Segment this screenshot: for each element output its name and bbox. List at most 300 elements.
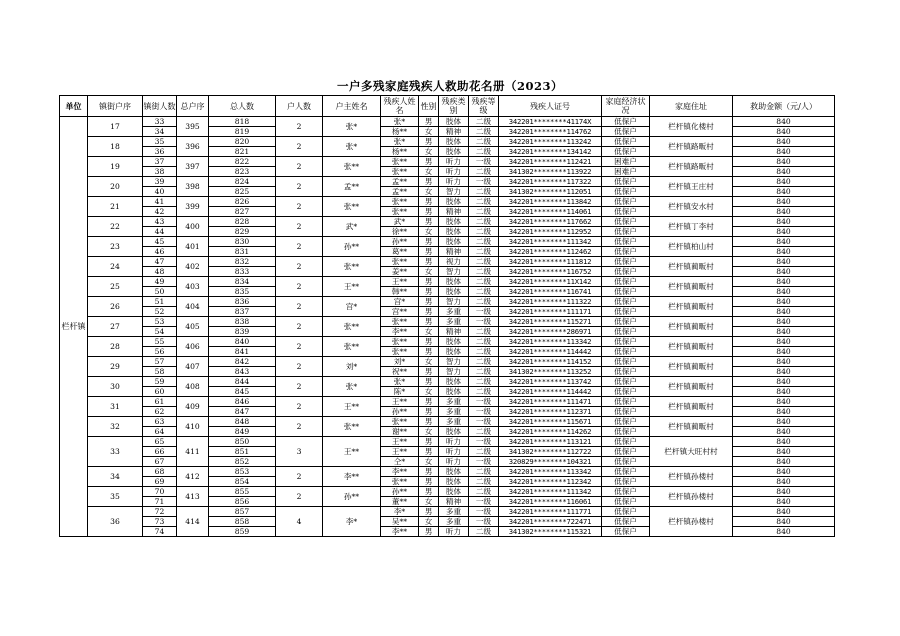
total-person-count: 857: [209, 507, 276, 517]
household-size: 2: [276, 397, 323, 417]
household-head-name: 张*: [323, 377, 381, 397]
table-row: [60, 177, 835, 187]
total-household-seq: 411: [177, 437, 209, 467]
town-household-seq: 35: [88, 487, 143, 507]
total-person-count: 853: [209, 467, 276, 477]
household-size: 2: [276, 467, 323, 487]
total-household-seq: 401: [177, 237, 209, 257]
total-person-count: 855: [209, 487, 276, 497]
town-household-seq: 32: [88, 417, 143, 437]
certificate-number: 342201********116752: [499, 267, 602, 277]
certificate-number: 341302********112051: [499, 187, 602, 197]
disability-type: 听力: [439, 437, 469, 447]
disability-type: 精神: [439, 247, 469, 257]
total-person-count: 843: [209, 367, 276, 377]
table-row: [60, 417, 835, 427]
household-address: 栏杆镇蔺畈村: [650, 357, 733, 377]
economic-status: 低保户: [602, 177, 650, 187]
sex: 男: [419, 297, 439, 307]
household-head-name: 宫*: [323, 297, 381, 317]
certificate-number: 341302********112722: [499, 447, 602, 457]
disabled-person-name: 王**: [381, 277, 419, 287]
town-household-seq: 31: [88, 397, 143, 417]
household-address: 栏杆镇路畈村: [650, 157, 733, 177]
header-town-household-seq: 镇街户序: [88, 96, 143, 117]
disability-type: 肢体: [439, 227, 469, 237]
household-address: 栏杆镇路畈村: [650, 137, 733, 157]
household-size: 4: [276, 507, 323, 537]
relief-amount: 840: [733, 237, 835, 247]
total-person-count: 852: [209, 457, 276, 467]
total-person-count: 847: [209, 407, 276, 417]
household-head-name: 王**: [323, 437, 381, 467]
relief-amount: 840: [733, 517, 835, 527]
town-person-count: 60: [143, 387, 177, 397]
disability-type: 智力: [439, 357, 469, 367]
disability-type: 肢体: [439, 117, 469, 127]
header-economic-status: 家庭经济状况: [602, 96, 650, 117]
household-size: 2: [276, 217, 323, 237]
town-person-count: 54: [143, 327, 177, 337]
disabled-person-name: 张**: [381, 317, 419, 327]
disability-type: 多重: [439, 317, 469, 327]
certificate-number: 342201********112421: [499, 157, 602, 167]
household-size: 2: [276, 417, 323, 437]
certificate-number: 342201********114442: [499, 387, 602, 397]
town-person-count: 73: [143, 517, 177, 527]
total-person-count: 848: [209, 417, 276, 427]
disability-level: 二级: [469, 337, 499, 347]
disability-type: 多重: [439, 397, 469, 407]
town-person-count: 61: [143, 397, 177, 407]
relief-amount: 840: [733, 257, 835, 267]
disabled-person-name: 吴**: [381, 517, 419, 527]
certificate-number: 342201********115671: [499, 417, 602, 427]
certificate-number: 342201********112952: [499, 227, 602, 237]
household-size: 2: [276, 487, 323, 507]
table-row: [60, 397, 835, 407]
town-person-count: 48: [143, 267, 177, 277]
header-disabled-name: 残疾人姓名: [381, 96, 419, 117]
relief-amount: 840: [733, 387, 835, 397]
sex: 女: [419, 497, 439, 507]
total-person-count: 844: [209, 377, 276, 387]
relief-amount: 840: [733, 337, 835, 347]
certificate-number: 342201********112342: [499, 477, 602, 487]
disability-level: 一级: [469, 307, 499, 317]
disability-type: 肢体: [439, 237, 469, 247]
economic-status: 低保户: [602, 257, 650, 267]
disability-level: 二级: [469, 257, 499, 267]
total-household-seq: 407: [177, 357, 209, 377]
certificate-number: 342201********113121: [499, 437, 602, 447]
economic-status: 低保户: [602, 497, 650, 507]
relief-amount: 840: [733, 507, 835, 517]
table-row: [60, 437, 835, 447]
total-household-seq: 412: [177, 467, 209, 487]
certificate-number: 342201********111771: [499, 507, 602, 517]
disability-level: 二级: [469, 527, 499, 537]
town-person-count: 70: [143, 487, 177, 497]
table-row: [60, 487, 835, 497]
total-household-seq: 410: [177, 417, 209, 437]
disabled-person-name: 姜**: [381, 267, 419, 277]
disabled-person-name: 孙**: [381, 237, 419, 247]
household-address: 栏杆镇孙楼村: [650, 467, 733, 487]
table-row: [60, 277, 835, 287]
disability-type: 肢体: [439, 137, 469, 147]
certificate-number: 342201********114061: [499, 207, 602, 217]
sex: 女: [419, 227, 439, 237]
relief-amount: 840: [733, 187, 835, 197]
header-total-person-count: 总人数: [209, 96, 276, 117]
relief-amount: 840: [733, 247, 835, 257]
certificate-number: 341302********113252: [499, 367, 602, 377]
relief-amount: 840: [733, 397, 835, 407]
disability-level: 二级: [469, 227, 499, 237]
household-address: 栏杆镇丁李村: [650, 217, 733, 237]
relief-amount: 840: [733, 457, 835, 467]
disability-level: 二级: [469, 117, 499, 127]
disability-type: 肢体: [439, 427, 469, 437]
disabled-person-name: 李**: [381, 327, 419, 337]
disability-level: 二级: [469, 447, 499, 457]
household-size: 3: [276, 437, 323, 467]
disability-level: 二级: [469, 377, 499, 387]
total-person-count: 831: [209, 247, 276, 257]
household-head-name: 张*: [323, 137, 381, 157]
certificate-number: 342201********286971: [499, 327, 602, 337]
total-person-count: 830: [209, 237, 276, 247]
relief-amount: 840: [733, 207, 835, 217]
household-address: 栏杆镇蔺畈村: [650, 337, 733, 357]
household-address: 栏杆镇蔺畈村: [650, 377, 733, 397]
disability-level: 一级: [469, 417, 499, 427]
table-row: [60, 197, 835, 207]
household-address: 栏杆镇柏山村: [650, 237, 733, 257]
total-household-seq: 414: [177, 507, 209, 537]
relief-amount: 840: [733, 277, 835, 287]
relief-amount: 840: [733, 467, 835, 477]
relief-amount: 840: [733, 147, 835, 157]
disability-type: 多重: [439, 307, 469, 317]
town-household-seq: 20: [88, 177, 143, 197]
total-person-count: 820: [209, 137, 276, 147]
disabled-person-name: 张*: [381, 377, 419, 387]
sex: 女: [419, 147, 439, 157]
town-person-count: 33: [143, 117, 177, 127]
relief-amount: 840: [733, 367, 835, 377]
disability-type: 听力: [439, 157, 469, 167]
disability-type: 多重: [439, 517, 469, 527]
town-person-count: 64: [143, 427, 177, 437]
household-head-name: 刘*: [323, 357, 381, 377]
disabled-person-name: 张**: [381, 347, 419, 357]
town-person-count: 47: [143, 257, 177, 267]
table-row: [60, 377, 835, 387]
household-head-name: 李*: [323, 507, 381, 537]
total-person-count: 840: [209, 337, 276, 347]
economic-status: 低保户: [602, 467, 650, 477]
disabled-person-name: 孟**: [381, 187, 419, 197]
relief-amount: 840: [733, 377, 835, 387]
total-person-count: 833: [209, 267, 276, 277]
header-unit: 单位: [60, 96, 88, 117]
total-person-count: 837: [209, 307, 276, 317]
disabled-person-name: 李**: [381, 527, 419, 537]
household-address: 栏杆镇孙楼村: [650, 507, 733, 537]
town-person-count: 39: [143, 177, 177, 187]
disability-type: 多重: [439, 507, 469, 517]
town-person-count: 57: [143, 357, 177, 367]
disability-level: 二级: [469, 167, 499, 177]
disability-type: 智力: [439, 297, 469, 307]
relief-amount: 840: [733, 317, 835, 327]
sex: 男: [419, 467, 439, 477]
roster-body: [60, 117, 835, 537]
relief-amount: 840: [733, 407, 835, 417]
town-person-count: 62: [143, 407, 177, 417]
town-person-count: 66: [143, 447, 177, 457]
certificate-number: 341302********113922: [499, 167, 602, 177]
town-household-seq: 25: [88, 277, 143, 297]
household-address: 栏杆镇蔺畈村: [650, 257, 733, 277]
total-household-seq: 398: [177, 177, 209, 197]
town-person-count: 56: [143, 347, 177, 357]
sex: 男: [419, 237, 439, 247]
total-person-count: 842: [209, 357, 276, 367]
town-household-seq: 21: [88, 197, 143, 217]
sex: 女: [419, 167, 439, 177]
economic-status: 低保户: [602, 417, 650, 427]
total-household-seq: 399: [177, 197, 209, 217]
disability-type: 肢体: [439, 217, 469, 227]
household-size: 2: [276, 157, 323, 177]
disability-level: 一级: [469, 407, 499, 417]
total-household-seq: 405: [177, 317, 209, 337]
table-row: [60, 237, 835, 247]
household-head-name: 张**: [323, 337, 381, 357]
relief-amount: 840: [733, 157, 835, 167]
total-person-count: 849: [209, 427, 276, 437]
household-address: 栏杆镇蔺畈村: [650, 397, 733, 417]
household-head-name: 李**: [323, 467, 381, 487]
relief-amount: 840: [733, 297, 835, 307]
household-head-name: 孙**: [323, 237, 381, 257]
household-address: 栏杆镇孙楼村: [650, 487, 733, 507]
sex: 女: [419, 267, 439, 277]
sex: 女: [419, 357, 439, 367]
town-household-seq: 34: [88, 467, 143, 487]
disability-level: 二级: [469, 357, 499, 367]
disabled-person-name: 张**: [381, 157, 419, 167]
disability-type: 智力: [439, 267, 469, 277]
total-household-seq: 409: [177, 397, 209, 417]
relief-amount: 840: [733, 497, 835, 507]
town-person-count: 52: [143, 307, 177, 317]
economic-status: 低保户: [602, 267, 650, 277]
household-head-name: 孟**: [323, 177, 381, 197]
certificate-number: 342201********116061: [499, 497, 602, 507]
household-size: 2: [276, 177, 323, 197]
sex: 男: [419, 137, 439, 147]
disabled-person-name: 王**: [381, 447, 419, 457]
sex: 男: [419, 307, 439, 317]
disabled-person-name: 张**: [381, 207, 419, 217]
town-household-seq: 24: [88, 257, 143, 277]
relief-amount: 840: [733, 327, 835, 337]
sex: 男: [419, 417, 439, 427]
disability-type: 肢体: [439, 147, 469, 157]
disability-level: 二级: [469, 327, 499, 337]
disabled-person-name: 宫**: [381, 307, 419, 317]
relief-amount: 840: [733, 487, 835, 497]
table-row: [60, 357, 835, 367]
total-person-count: 818: [209, 117, 276, 127]
disability-level: 二级: [469, 247, 499, 257]
certificate-number: 342201********111342: [499, 237, 602, 247]
disability-level: 二级: [469, 427, 499, 437]
sex: 男: [419, 247, 439, 257]
certificate-number: 342201********114762: [499, 127, 602, 137]
relief-amount: 840: [733, 137, 835, 147]
table-row: [60, 317, 835, 327]
disabled-person-name: 张**: [381, 257, 419, 267]
disability-level: 二级: [469, 127, 499, 137]
total-person-count: 846: [209, 397, 276, 407]
total-person-count: 828: [209, 217, 276, 227]
disability-type: 肢体: [439, 477, 469, 487]
total-person-count: 825: [209, 187, 276, 197]
economic-status: 低保户: [602, 327, 650, 337]
disabled-person-name: 王**: [381, 437, 419, 447]
town-household-seq: 17: [88, 117, 143, 137]
economic-status: 低保户: [602, 507, 650, 517]
total-household-seq: 404: [177, 297, 209, 317]
economic-status: 低保户: [602, 247, 650, 257]
total-person-count: 834: [209, 277, 276, 287]
table-row: [60, 467, 835, 477]
certificate-number: 342201********111471: [499, 397, 602, 407]
table-row: [60, 297, 835, 307]
town-person-count: 40: [143, 187, 177, 197]
economic-status: 低保户: [602, 277, 650, 287]
economic-status: 低保户: [602, 307, 650, 317]
disabled-person-name: 董**: [381, 497, 419, 507]
disability-type: 听力: [439, 457, 469, 467]
total-person-count: 832: [209, 257, 276, 267]
household-head-name: 王**: [323, 277, 381, 297]
disabled-person-name: 孙**: [381, 407, 419, 417]
certificate-number: 320829********104321: [499, 457, 602, 467]
sex: 男: [419, 397, 439, 407]
disability-type: 听力: [439, 447, 469, 457]
economic-status: 低保户: [602, 437, 650, 447]
town-person-count: 55: [143, 337, 177, 347]
header-sex: 性别: [419, 96, 439, 117]
disability-level: 二级: [469, 297, 499, 307]
economic-status: 低保户: [602, 217, 650, 227]
town-household-seq: 33: [88, 437, 143, 467]
household-head-name: 张**: [323, 157, 381, 177]
disability-level: 一级: [469, 437, 499, 447]
total-person-count: 835: [209, 287, 276, 297]
disabled-person-name: 张**: [381, 167, 419, 177]
household-size: 2: [276, 357, 323, 377]
household-size: 2: [276, 317, 323, 337]
disability-level: 一级: [469, 507, 499, 517]
economic-status: 低保户: [602, 377, 650, 387]
town-person-count: 63: [143, 417, 177, 427]
disabled-person-name: 谢**: [381, 427, 419, 437]
sex: 男: [419, 197, 439, 207]
sex: 女: [419, 127, 439, 137]
household-size: 2: [276, 277, 323, 297]
total-person-count: 845: [209, 387, 276, 397]
header-certificate-no: 残疾人证号: [499, 96, 602, 117]
household-head-name: 武*: [323, 217, 381, 237]
disability-level: 二级: [469, 217, 499, 227]
certificate-number: 342201********114442: [499, 347, 602, 357]
relief-amount: 840: [733, 197, 835, 207]
town-person-count: 71: [143, 497, 177, 507]
town-person-count: 50: [143, 287, 177, 297]
household-size: 2: [276, 117, 323, 137]
economic-status: 低保户: [602, 237, 650, 247]
household-head-name: 王**: [323, 397, 381, 417]
disability-type: 肢体: [439, 377, 469, 387]
economic-status: 低保户: [602, 407, 650, 417]
disability-level: 一级: [469, 397, 499, 407]
header-relief-amount: 救助金额（元/人）: [733, 96, 835, 117]
total-person-count: 823: [209, 167, 276, 177]
household-address: 栏杆镇蔺畈村: [650, 317, 733, 337]
relief-amount: 840: [733, 117, 835, 127]
relief-amount: 840: [733, 527, 835, 537]
economic-status: 低保户: [602, 477, 650, 487]
town-person-count: 53: [143, 317, 177, 327]
sex: 男: [419, 347, 439, 357]
town-person-count: 67: [143, 457, 177, 467]
certificate-number: 342201********115271: [499, 317, 602, 327]
total-person-count: 838: [209, 317, 276, 327]
household-head-name: 张**: [323, 317, 381, 337]
town-person-count: 69: [143, 477, 177, 487]
disability-type: 肢体: [439, 467, 469, 477]
disability-type: 听力: [439, 527, 469, 537]
header-town-person-count: 镇街人数: [143, 96, 177, 117]
unit-cell: 栏杆镇: [60, 117, 88, 537]
disability-type: 听力: [439, 167, 469, 177]
certificate-number: 342201********117662: [499, 217, 602, 227]
disability-type: 智力: [439, 367, 469, 377]
certificate-number: 342201********41174X: [499, 117, 602, 127]
relief-roster-table: [59, 95, 835, 537]
household-head-name: 孙**: [323, 487, 381, 507]
disability-level: 二级: [469, 387, 499, 397]
economic-status: 低保户: [602, 207, 650, 217]
header-head-name: 户主姓名: [323, 96, 381, 117]
disability-type: 肢体: [439, 487, 469, 497]
household-address: 栏杆镇大旺村村: [650, 437, 733, 467]
household-size: 2: [276, 257, 323, 277]
total-person-count: 851: [209, 447, 276, 457]
total-person-count: 856: [209, 497, 276, 507]
household-head-name: 张*: [323, 117, 381, 137]
sex: 男: [419, 117, 439, 127]
town-person-count: 58: [143, 367, 177, 377]
header-total-household-seq: 总户序: [177, 96, 209, 117]
